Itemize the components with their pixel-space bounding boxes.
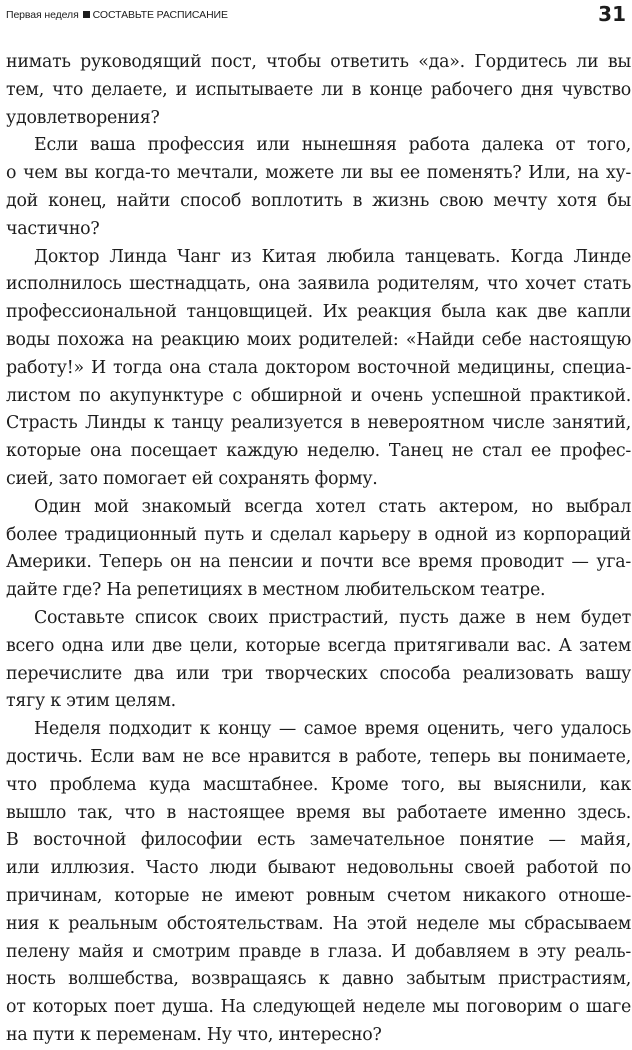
text-line: пелену майя и смотрим правде в глаза. И добавляем в эту реаль- bbox=[6, 941, 631, 962]
running-head bbox=[6, 9, 228, 21]
text-line: ния к реальным обстоятельствам. На этой неделе мы сбрасываем bbox=[6, 913, 631, 934]
square-bullet-icon bbox=[83, 11, 90, 18]
text-line: сией, зато помогает ей сохранять форму. bbox=[6, 468, 378, 489]
text-line: от которых поет душа. На следующей неделе мы поговорим о шаге bbox=[6, 997, 631, 1018]
text-line: профессиональной танцовщицей. Их реакция была как две капли bbox=[6, 302, 631, 323]
section-title: Первая неделя bbox=[6, 9, 79, 21]
text-line: на пути к переменам. Ну что, интересно? bbox=[6, 1024, 382, 1045]
text-line: Неделя подходит к концу — самое время оценить, чего удалось bbox=[34, 719, 631, 740]
text-line: достичь. Если вам не все нравится в работе, теперь вы понимаете, bbox=[6, 746, 631, 767]
text-line: о чем вы когда-то мечтали, можете ли вы ее поменять? Или, на ху- bbox=[6, 163, 631, 184]
text-line: Америки. Теперь он на пенсии и почти все время проводит — уга- bbox=[6, 552, 631, 573]
text-line: удовлетворения? bbox=[6, 107, 160, 128]
text-line: В восточной философии есть замечательное понятие — майя, bbox=[6, 830, 631, 851]
text-line: Доктор Линда Чанг из Китая любила танцевать. Когда Линде bbox=[34, 246, 631, 267]
text-line: Составьте список своих пристрастий, пусть даже в нем будет bbox=[34, 607, 631, 628]
text-line: дайте где? На репетициях в местном любительском театре. bbox=[6, 580, 546, 601]
text-line: или иллюзия. Часто люди бывают недовольны своей работой по bbox=[6, 858, 631, 879]
text-line: листом по акупунктуре с обширной и очень успешной практикой. bbox=[6, 385, 631, 406]
text-line: Один мой знакомый всегда хотел стать актером, но выбрал bbox=[34, 496, 631, 517]
text-line: Если ваша профессия или нынешняя работа далека от того, bbox=[34, 135, 631, 156]
text-line: дой конец, найти способ воплотить в жизнь свою мечту хотя бы bbox=[6, 190, 631, 211]
text-line: причинам, которые не имеют ровным счетом никакого отноше- bbox=[6, 885, 631, 906]
text-line: нимать руководящий пост, чтобы ответить «да». Гордитесь ли вы bbox=[6, 52, 631, 72]
text-line: вышло так, что в настоящее время вы работаете именно здесь. bbox=[6, 802, 631, 823]
running-header bbox=[6, 0, 628, 28]
text-line: воды похожа на реакцию моих родителей: «Найди себе настоящую bbox=[6, 329, 631, 350]
text-line: что проблема куда масштабнее. Кроме того, вы выяснили, как bbox=[6, 774, 631, 795]
text-line: работу!» И тогда она стала доктором восточной медицины, специа- bbox=[6, 357, 631, 378]
page-number: 31 bbox=[598, 2, 626, 26]
text-line: частично? bbox=[6, 218, 100, 239]
text-line: Страсть Линды к танцу реализуется в невероятном числе занятий, bbox=[6, 413, 631, 434]
text-line: более традиционный путь и сделал карьеру в одной из корпораций bbox=[6, 524, 631, 545]
text-line: всего одна или две цели, которые всегда притягивали вас. А затем bbox=[6, 635, 631, 656]
text-line: ность волшебства, возвращаясь к давно забытым пристрастиям, bbox=[6, 969, 631, 990]
text-line: тягу к этим целям. bbox=[6, 691, 176, 712]
chapter-title: СОСТАВЬТЕ РАСПИСАНИЕ bbox=[92, 9, 228, 21]
text-line: тем, что делаете, и испытываете ли в конце рабочего дня чувство bbox=[6, 79, 631, 100]
text-line: перечислите два или три творческих способа реализовать вашу bbox=[6, 663, 631, 684]
body-text bbox=[6, 49, 631, 1050]
text-line: которые она посещает каждую неделю. Танец не стал ее профес- bbox=[6, 441, 631, 462]
text-line: исполнилось шестнадцать, она заявила родителям, что хочет стать bbox=[6, 274, 631, 295]
